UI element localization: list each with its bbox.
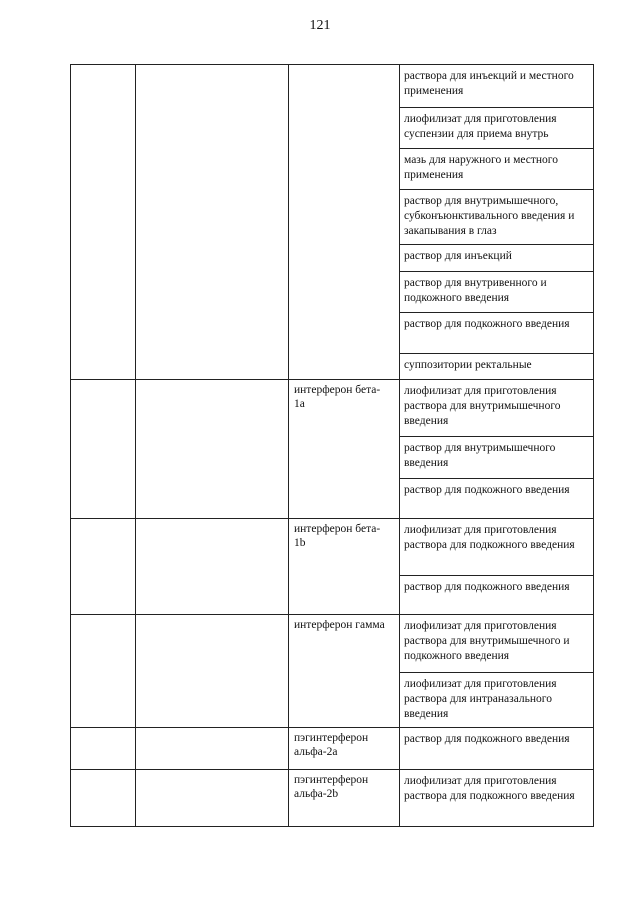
page-number: 121 (309, 18, 331, 33)
drug-name: пэгинтерферон альфа-2a (288, 728, 399, 769)
drug-name: интерферон гамма (288, 615, 399, 727)
forms-cell (399, 65, 594, 379)
forms-cell (399, 728, 594, 769)
drug-name: интерферон бета- 1b (288, 519, 399, 614)
drug-table (70, 64, 594, 827)
dosage-form: раствор для подкожного введения (404, 733, 570, 745)
dosage-form: лиофилизат для приготовления раствора для подкожного введения (404, 775, 575, 802)
dosage-form: раствор для инъекций (400, 244, 593, 271)
dosage-form: лиофилизат для приготовления раствора для внутримышечного введения (404, 385, 561, 427)
code-cell (70, 380, 135, 518)
forms-cell (399, 770, 594, 826)
dosage-form: лиофилизат для приготовления суспензии для приема внутрь (400, 107, 593, 148)
drug-name: интерферон бета- 1a (288, 380, 399, 518)
table-row (70, 614, 594, 727)
drug-name (288, 65, 399, 379)
table-row (70, 727, 594, 769)
code-cell (70, 770, 135, 826)
group-cell (135, 615, 288, 727)
forms-cell (399, 615, 594, 727)
group-cell (135, 65, 288, 379)
group-cell (135, 519, 288, 614)
dosage-form: раствор для подкожного введения (400, 478, 593, 518)
forms-cell (399, 380, 594, 518)
table-row (70, 769, 594, 827)
table-row (70, 379, 594, 518)
dosage-form: раствор для внутривенного и подкожного введения (400, 271, 593, 312)
table-row (70, 518, 594, 614)
dosage-form: суппозитории ректальные (400, 353, 593, 379)
dosage-form: лиофилизат для приготовления раствора для внутримышечного и подкожного введения (404, 620, 570, 662)
dosage-form: раствора для инъекций и местного применения (404, 70, 574, 97)
dosage-form: раствор для подкожного введения (400, 575, 593, 614)
code-cell (70, 519, 135, 614)
dosage-form: раствор для подкожного введения (400, 312, 593, 353)
drug-name: пэгинтерферон альфа-2b (288, 770, 399, 826)
dosage-form: мазь для наружного и местного применения (400, 148, 593, 189)
table-row (70, 64, 594, 379)
code-cell (70, 615, 135, 727)
forms-cell (399, 519, 594, 614)
dosage-form: раствор для внутримышечного, субконъюнктивального введения и закапывания в глаз (400, 189, 593, 244)
group-cell (135, 380, 288, 518)
group-cell (135, 770, 288, 826)
code-cell (70, 65, 135, 379)
code-cell (70, 728, 135, 769)
group-cell (135, 728, 288, 769)
dosage-form: лиофилизат для приготовления раствора для интраназального введения (400, 672, 593, 727)
dosage-form: раствор для внутримышечного введения (400, 436, 593, 478)
dosage-form: лиофилизат для приготовления раствора для подкожного введения (404, 524, 575, 551)
